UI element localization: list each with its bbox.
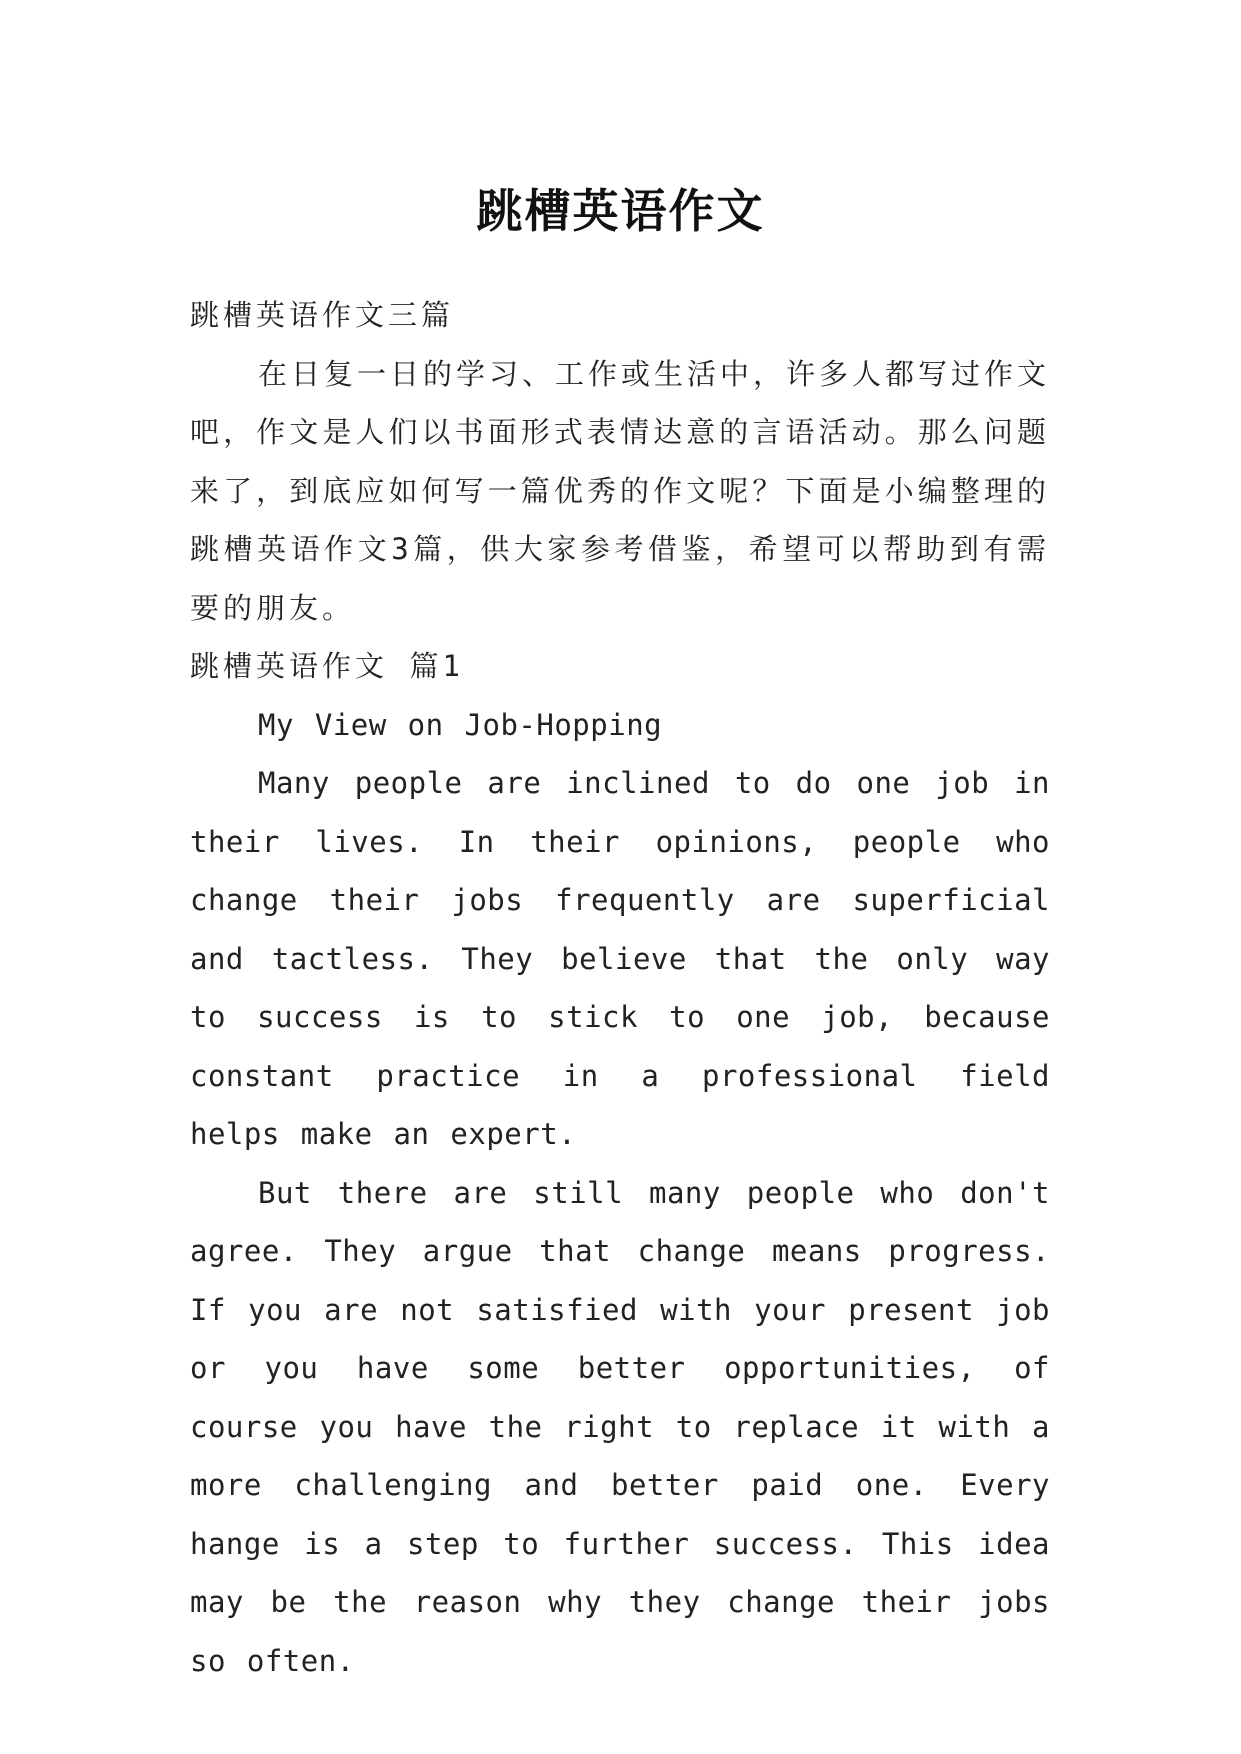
essay-paragraph-2: But there are still many people who don't agree. They argue that change means progress. If you are not satisfied with your present job or you have some better opportunities, of course you have the right to replace it with a more challenging and better paid one. Every hange is a step to further success. This idea may be the reason why they change their jobs so often. (190, 1175, 1050, 1678)
intro-paragraph: 在日复一日的学习、工作或生活中，许多人都写过作文吧，作文是人们以书面形式表情达意的言语活动。那么问题来了，到底应如何写一篇优秀的作文呢？下面是小编整理的跳槽英语作文3篇，供大家参考借鉴，希望可以帮助到有需要的朋友。 (190, 356, 1051, 625)
essay-paragraph-1: Many people are inclined to do one job in their lives. In their opinions, people who change their jobs frequently are superficial and tactless. They believe that the only way to success is to stick to one job, because constant practice in a professional field helps make an expert. (190, 766, 1050, 1151)
section-heading: 跳槽英语作文 篇1 (190, 649, 464, 683)
essay-title: My View on Job-Hopping (258, 707, 663, 742)
document-body (190, 286, 1050, 1690)
collection-heading: 跳槽英语作文三篇 (190, 298, 455, 332)
document-title: 跳槽英语作文 (476, 183, 765, 238)
